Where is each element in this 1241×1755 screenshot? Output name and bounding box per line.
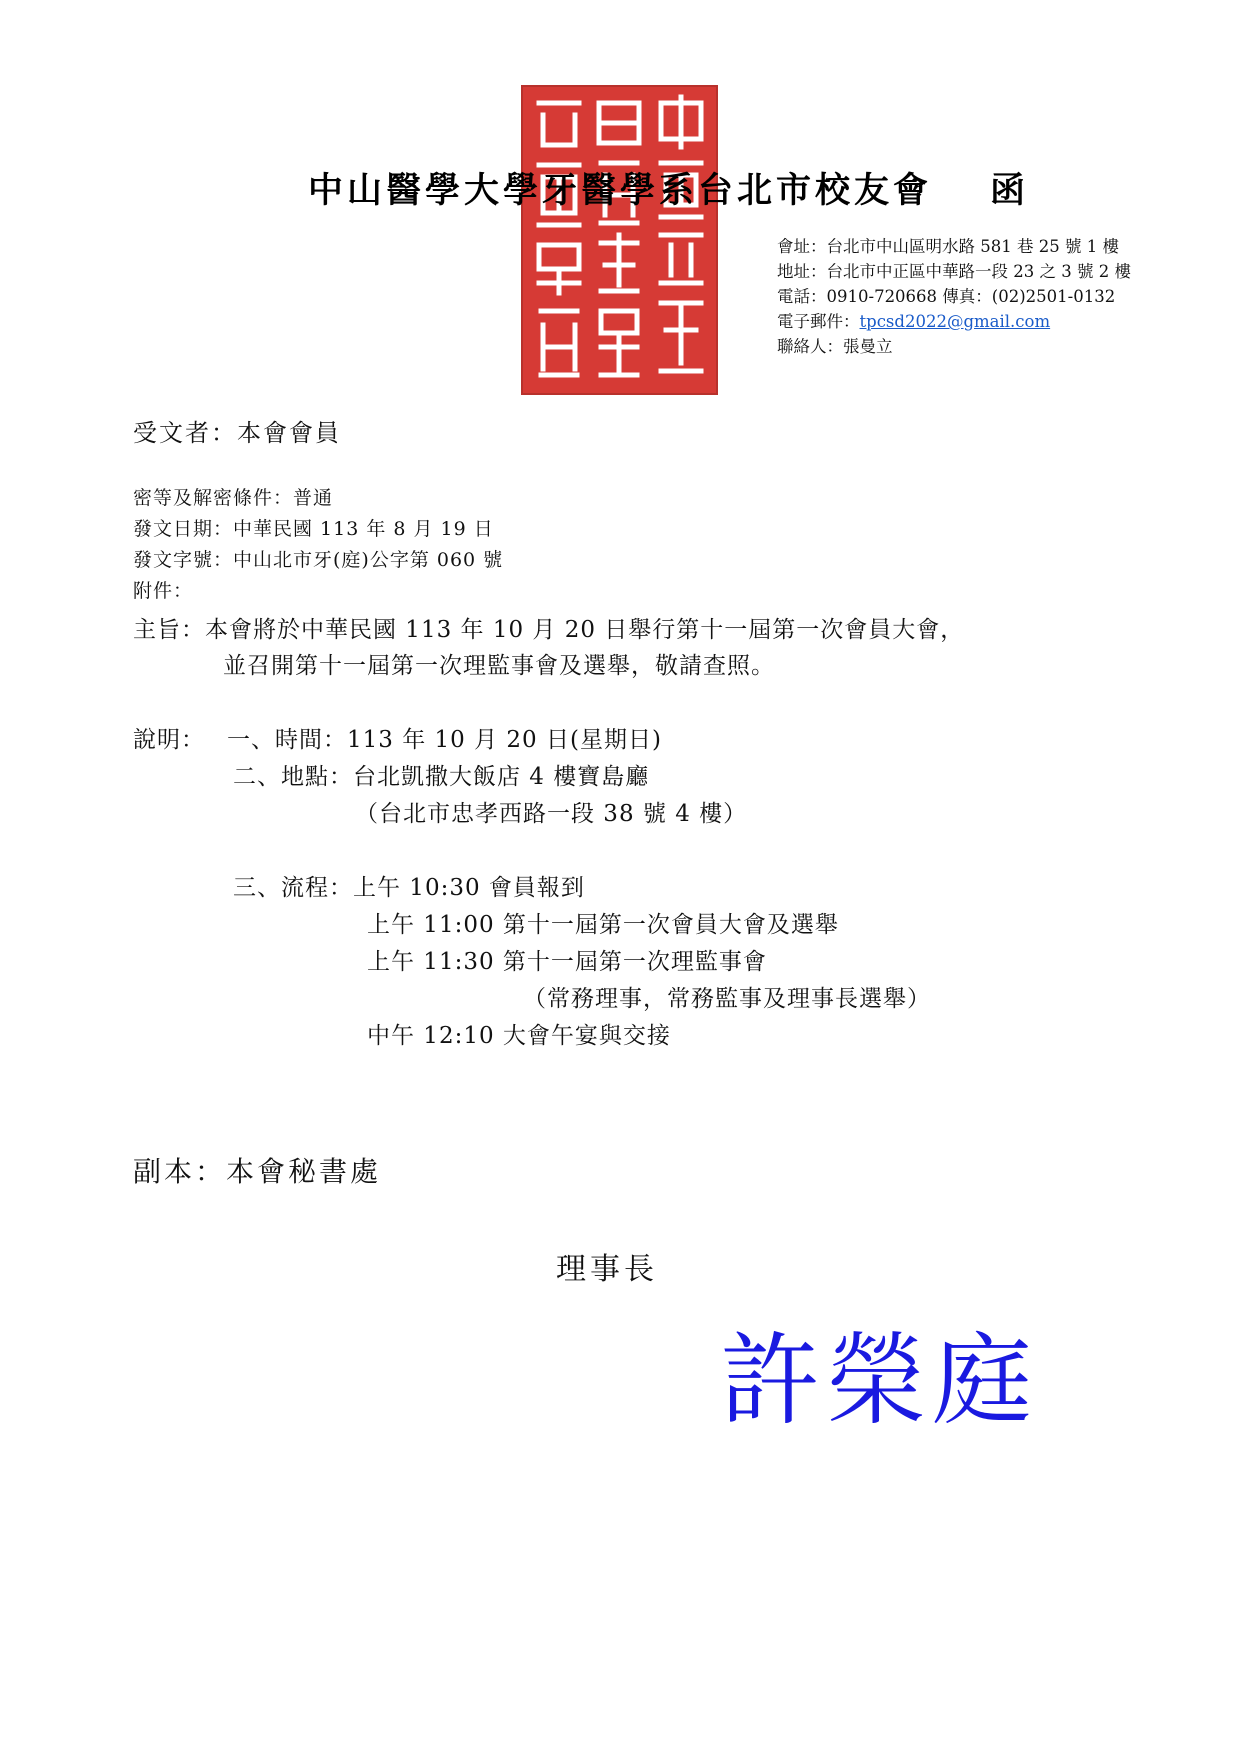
contact-person: 聯絡人：張曼立 bbox=[777, 337, 893, 356]
subject-line-2: 並召開第十一屆第一次理監事會及選舉，敬請查照。 bbox=[223, 653, 775, 679]
letterhead-title bbox=[308, 163, 1029, 213]
attachment: 附件： bbox=[133, 580, 194, 602]
description bbox=[133, 722, 931, 1055]
issue-date: 發文日期：中華民國 113 年 8 月 19 日 bbox=[133, 518, 494, 540]
document-type: 函 bbox=[990, 170, 1030, 211]
agenda-item: 中午 12:10 大會午宴與交接 bbox=[367, 1023, 671, 1049]
carbon-copy: 副本：本會秘書處 bbox=[133, 1155, 382, 1188]
agenda-item: 上午 10:30 會員報到 bbox=[353, 875, 585, 901]
event-time: 一、時間：113 年 10 月 20 日(星期日) bbox=[227, 727, 662, 753]
email-link[interactable]: tpcsd2022@gmail.com bbox=[859, 312, 1051, 331]
agenda-item: 上午 11:00 第十一屆第一次會員大會及選舉 bbox=[367, 912, 839, 938]
official-seal bbox=[521, 85, 718, 395]
classification: 密等及解密條件：普通 bbox=[133, 487, 334, 509]
document-number: 發文字號：中山北市牙(庭)公字第 060 號 bbox=[133, 549, 504, 571]
subject-line-1: 主旨：本會將於中華民國 113 年 10 月 20 日舉行第十一屆第一次會員大會， bbox=[133, 617, 965, 643]
signature: 許榮庭 bbox=[720, 1322, 1038, 1439]
agenda-item: 上午 11:30 第十一屆第一次理監事會 bbox=[367, 949, 767, 975]
subject bbox=[133, 612, 964, 684]
recipient: 受文者：本會會員 bbox=[133, 419, 341, 447]
agenda-item-note: （常務理事，常務監事及理事長選舉） bbox=[523, 986, 931, 1012]
description-row-time bbox=[133, 722, 931, 759]
contact-block bbox=[777, 234, 1131, 359]
office-address: 會址：台北市中山區明水路 581 巷 25 號 1 樓 bbox=[777, 237, 1119, 256]
mailing-address: 地址：台北市中正區中華路一段 23 之 3 號 2 樓 bbox=[777, 262, 1131, 281]
email-label: 電子郵件： bbox=[777, 312, 860, 331]
description-label: 說明： bbox=[133, 727, 205, 753]
event-venue-address: （台北市忠孝西路一段 38 號 4 樓） bbox=[355, 801, 748, 827]
document-meta bbox=[133, 483, 503, 607]
email-row bbox=[777, 309, 1131, 334]
agenda-label: 三、流程： bbox=[233, 875, 353, 901]
organization-name: 中山醫學大學牙醫學系台北市校友會 bbox=[308, 170, 933, 211]
signatory-title: 理事長 bbox=[556, 1252, 658, 1287]
agenda-row-1 bbox=[133, 870, 931, 907]
event-venue: 二、地點：台北凱撒大飯店 4 樓寶島廳 bbox=[233, 764, 650, 790]
phone-fax: 電話：0910-720668 傳真：(02)2501-0132 bbox=[777, 287, 1116, 306]
